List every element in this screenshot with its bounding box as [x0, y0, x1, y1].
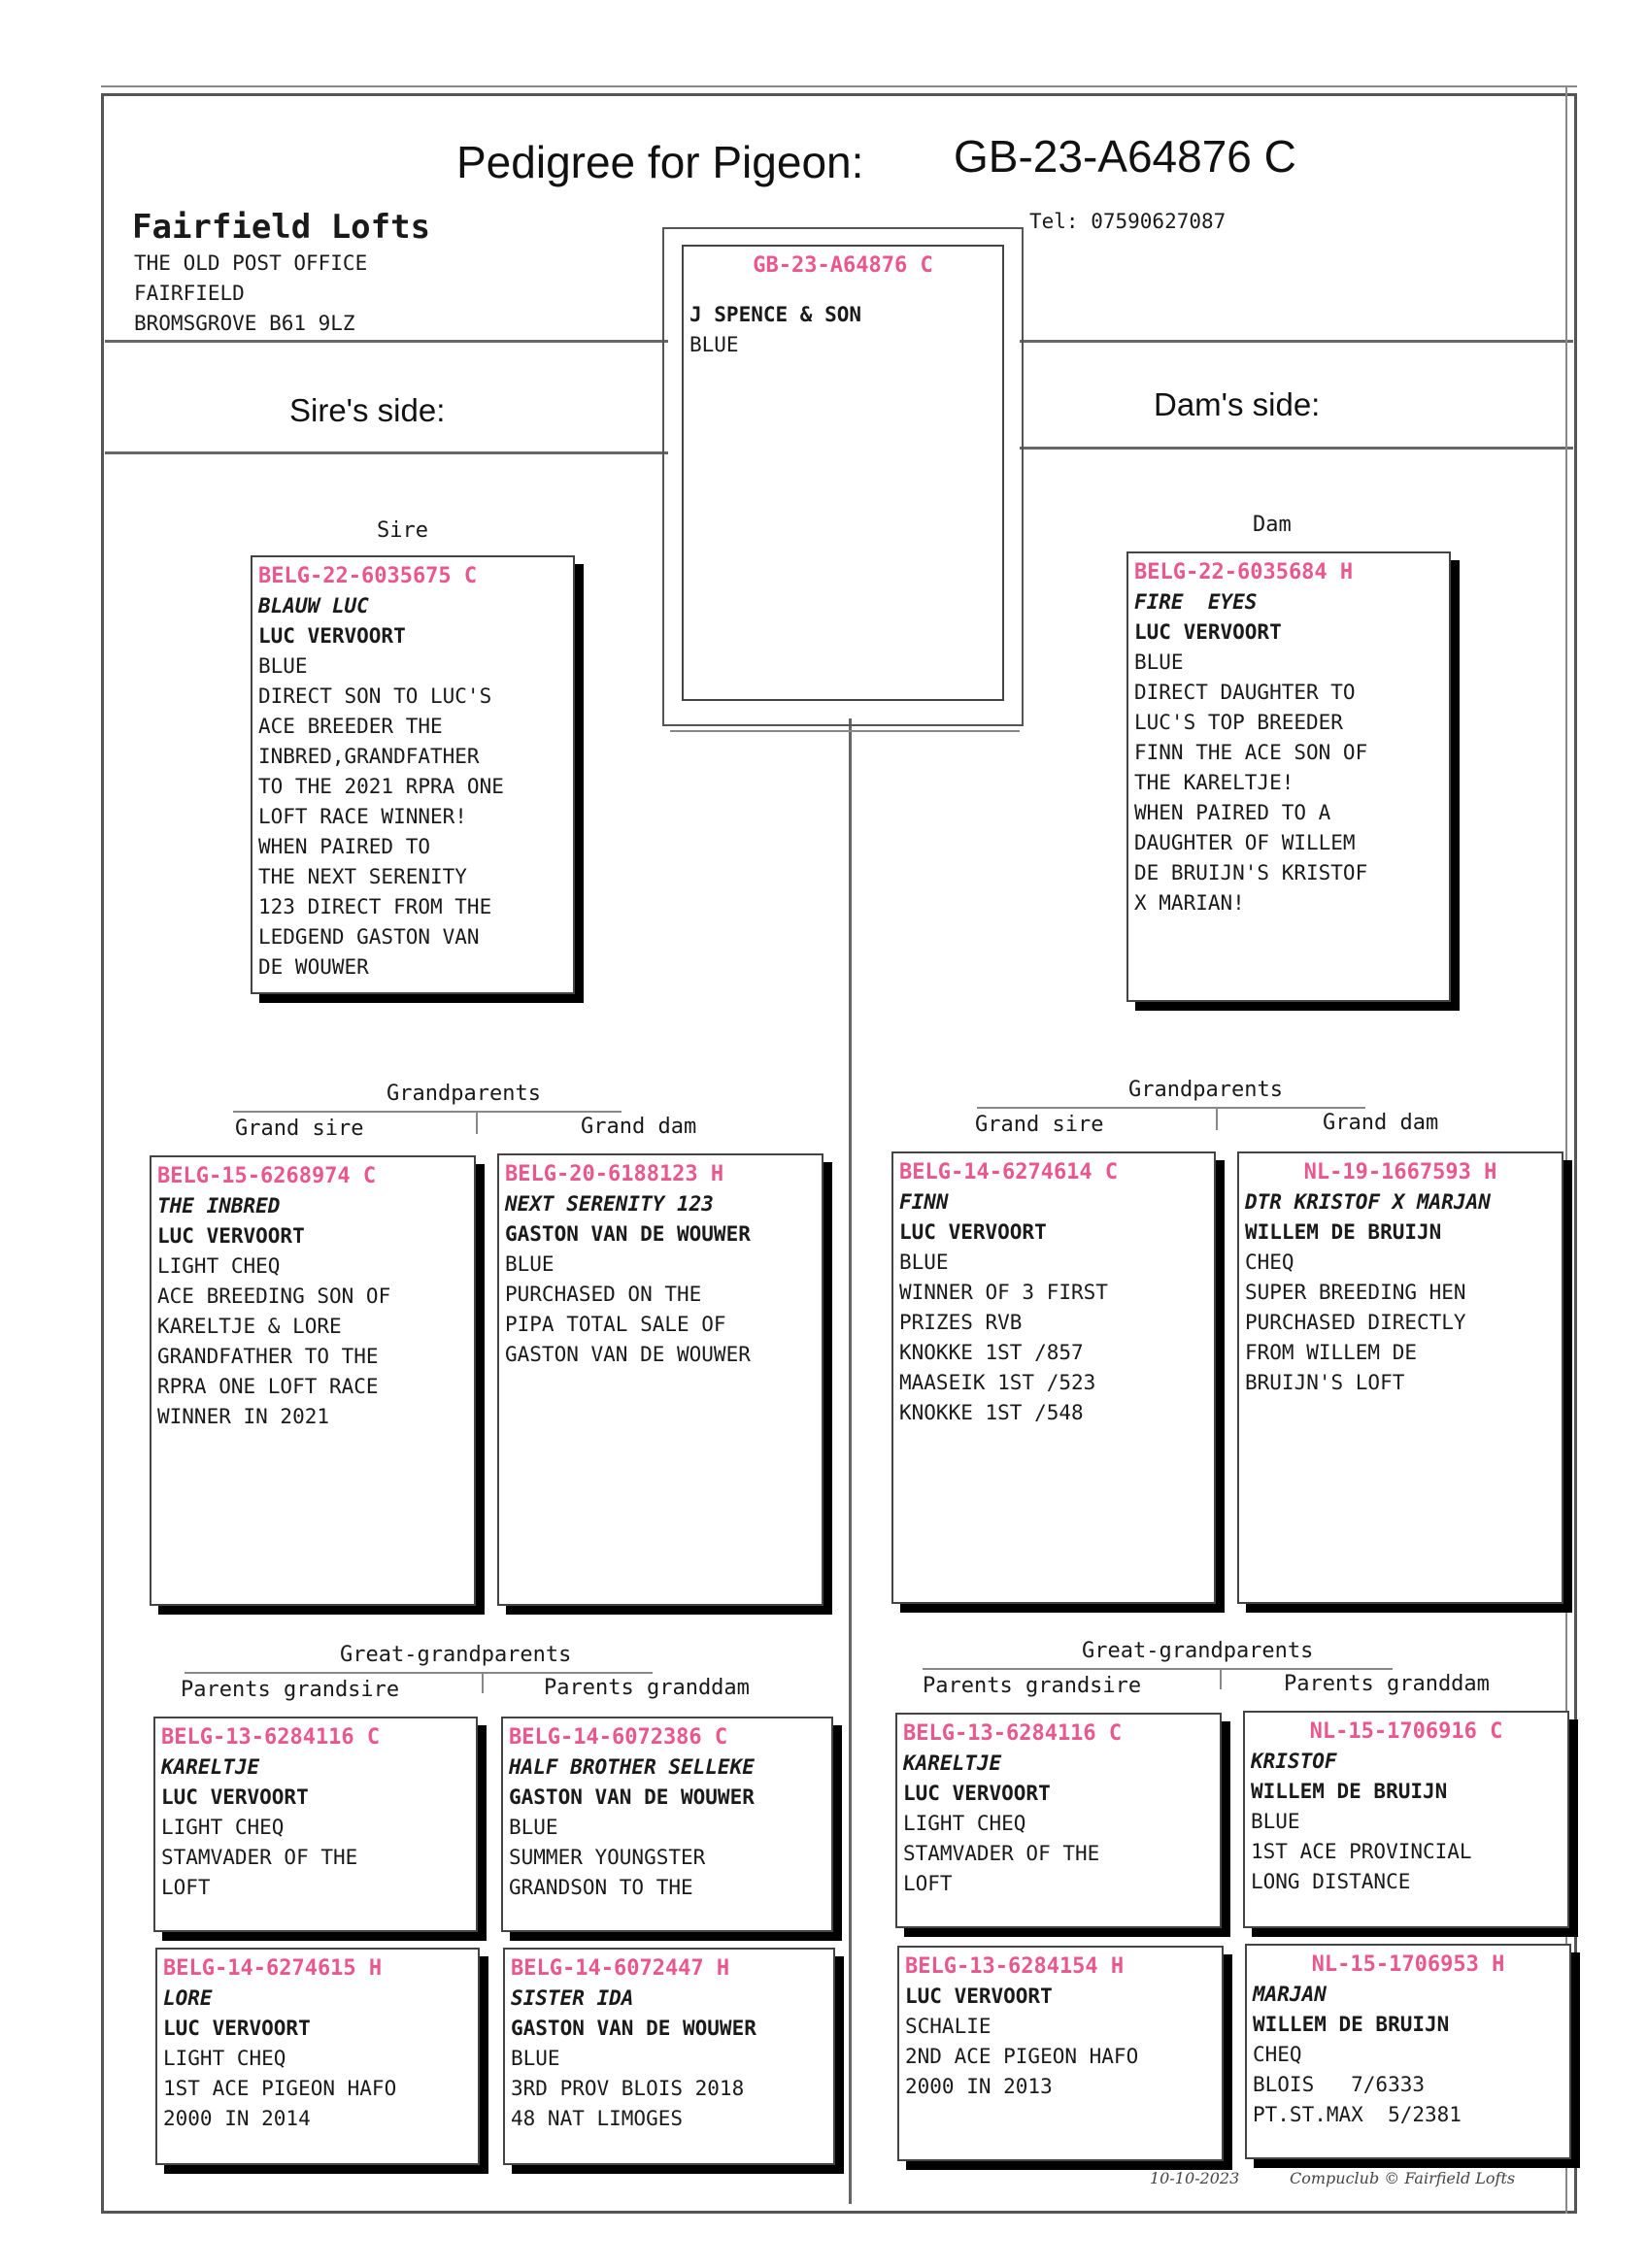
pigeon-name: SISTER IDA: [511, 1986, 634, 2010]
detail-line: CHEQ: [1245, 1251, 1294, 1274]
breeder-name: WILLEM DE BRUIJN: [1253, 2013, 1450, 2036]
breeder-name: GASTON VAN DE WOUWER: [505, 1222, 751, 1246]
detail-line: DE WOUWER: [258, 955, 369, 979]
detail-line: CHEQ: [1253, 2043, 1302, 2066]
pigeon-name: DTR KRISTOF X MARJAN: [1245, 1190, 1491, 1214]
detail-line: SCHALIE: [905, 2015, 992, 2038]
ring-number: BELG-22-6035675 C: [258, 564, 478, 588]
ring-number: BELG-14-6072447 H: [511, 1956, 730, 1981]
detail-line: 48 NAT LIMOGES: [511, 2107, 684, 2130]
pigeon-name: KARELTJE: [903, 1751, 1002, 1775]
detail-line: INBRED,GRANDFATHER: [258, 745, 480, 768]
breeder-name: LUC VERVOORT: [899, 1220, 1047, 1244]
great-grandparents-bracket-sire: [185, 1672, 653, 1674]
detail-line: LUC'S TOP BREEDER: [1134, 711, 1343, 734]
grandparents-heading-sire: Grandparents: [387, 1082, 541, 1106]
detail-line: LIGHT CHEQ: [163, 2047, 286, 2070]
ring-number: BELG-20-6188123 H: [505, 1162, 724, 1186]
loft-telephone: Tel: 07590627087: [1029, 210, 1227, 233]
software-credit: Compuclub © Fairfield Lofts: [1290, 2169, 1516, 2187]
breeder-name: LUC VERVOORT: [903, 1782, 1051, 1805]
pigeon-name: THE INBRED: [157, 1194, 281, 1217]
grand-dam-label-sire: Grand dam: [581, 1115, 697, 1139]
detail-line: LIGHT CHEQ: [157, 1254, 281, 1278]
ring-number: GB-23-A64876 C: [753, 253, 933, 278]
great-grandparents-tick-dam: [1220, 1668, 1222, 1689]
breeder-name: LUC VERVOORT: [161, 1785, 309, 1809]
detail-line: PIPA TOTAL SALE OF: [505, 1313, 726, 1336]
grandsire-card-dam-side: [891, 1151, 1216, 1604]
pigeon-name: KRISTOF: [1251, 1750, 1337, 1773]
detail-line: GRANDFATHER TO THE: [157, 1345, 379, 1368]
great-grandparent-card: [895, 1713, 1222, 1928]
top-rule: [101, 85, 1577, 87]
breeder-name: LUC VERVOORT: [163, 2017, 311, 2040]
great-grandparents-bracket-dam: [923, 1668, 1393, 1670]
breeder-name: GASTON VAN DE WOUWER: [511, 2017, 756, 2040]
detail-line: LOFT RACE WINNER!: [258, 805, 467, 828]
grandparents-bracket-sire: [233, 1111, 622, 1113]
pigeon-name: LORE: [163, 1986, 213, 2010]
detail-line: BLUE: [509, 1816, 558, 1839]
detail-line: PT.ST.MAX 5/2381: [1253, 2103, 1462, 2126]
detail-line: BLUE: [1251, 1810, 1300, 1833]
pigeon-name: FIRE EYES: [1134, 590, 1258, 614]
detail-line: KNOKKE 1ST /857: [899, 1341, 1084, 1364]
detail-line: 2ND ACE PIGEON HAFO: [905, 2045, 1139, 2068]
ring-number: BELG-13-6284154 H: [905, 1954, 1125, 1979]
detail-line: DE BRUIJN'S KRISTOF: [1134, 861, 1368, 884]
address-line: THE OLD POST OFFICE: [134, 251, 368, 275]
side-divider-right: [1020, 447, 1573, 450]
grand-sire-label-sire: Grand sire: [235, 1117, 364, 1141]
sire-card: [251, 555, 575, 994]
grandparents-bracket-dam: [977, 1107, 1365, 1109]
breeder-name: WILLEM DE BRUIJN: [1251, 1780, 1448, 1803]
ring-number: BELG-14-6274614 C: [899, 1160, 1119, 1184]
page-title-ring: GB-23-A64876 C: [954, 131, 1296, 182]
detail-line: LONG DISTANCE: [1251, 1870, 1411, 1893]
detail-line: RPRA ONE LOFT RACE: [157, 1375, 379, 1398]
detail-line: THE KARELTJE!: [1134, 771, 1294, 794]
detail-line: X MARIAN!: [1134, 891, 1245, 915]
great-grandparents-heading-sire: Great-grandparents: [340, 1643, 572, 1667]
granddam-card-sire-side: [497, 1153, 824, 1606]
great-grandparents-tick-sire: [482, 1672, 484, 1693]
subject-colour: BLUE: [689, 333, 739, 356]
subject-card: [682, 245, 1004, 701]
detail-line: FINN THE ACE SON OF: [1134, 741, 1368, 764]
detail-line: SUMMER YOUNGSTER: [509, 1846, 706, 1869]
detail-line: PURCHASED DIRECTLY: [1245, 1311, 1466, 1334]
detail-line: DAUGHTER OF WILLEM: [1134, 831, 1356, 854]
detail-line: 3RD PROV BLOIS 2018: [511, 2077, 745, 2100]
detail-line: PURCHASED ON THE: [505, 1283, 702, 1306]
breeder-name: LUC VERVOORT: [905, 1984, 1053, 2008]
header-divider-left: [105, 340, 668, 343]
dam-card: [1126, 551, 1451, 1002]
ring-number: NL-15-1706953 H: [1311, 1952, 1505, 1977]
detail-line: DIRECT DAUGHTER TO: [1134, 681, 1356, 704]
parents-granddam-label-dam: Parents granddam: [1284, 1672, 1490, 1696]
detail-line: STAMVADER OF THE: [161, 1846, 358, 1869]
breeder-name: LUC VERVOORT: [258, 624, 406, 648]
detail-line: KNOKKE 1ST /548: [899, 1401, 1084, 1424]
detail-line: PRIZES RVB: [899, 1311, 1023, 1334]
breeder-name: GASTON VAN DE WOUWER: [509, 1785, 755, 1809]
detail-line: 1ST ACE PROVINCIAL: [1251, 1840, 1472, 1863]
grand-dam-label-dam: Grand dam: [1323, 1111, 1439, 1135]
detail-line: STAMVADER OF THE: [903, 1842, 1100, 1865]
detail-line: BLUE: [505, 1252, 555, 1276]
detail-line: LIGHT CHEQ: [161, 1816, 285, 1839]
detail-line: FROM WILLEM DE: [1245, 1341, 1418, 1364]
ring-number: NL-15-1706916 C: [1309, 1719, 1503, 1744]
breeder-name: WILLEM DE BRUIJN: [1245, 1220, 1442, 1244]
dam-side-label: Dam's side:: [1154, 386, 1321, 422]
detail-line: ACE BREEDER THE: [258, 715, 443, 738]
great-grandparent-card: [501, 1717, 833, 1932]
ring-number: BELG-13-6284116 C: [903, 1721, 1123, 1746]
header-divider-right: [1020, 340, 1573, 343]
ring-number: NL-19-1667593 H: [1303, 1160, 1497, 1184]
detail-line: MAASEIK 1ST /523: [899, 1371, 1096, 1394]
pigeon-name: KARELTJE: [161, 1755, 260, 1779]
great-grandparent-card: [503, 1948, 835, 2165]
detail-line: GRANDSON TO THE: [509, 1876, 693, 1899]
great-grandparent-card: [153, 1717, 478, 1932]
grandsire-card-sire-side: [150, 1155, 476, 1606]
detail-line: 2000 IN 2013: [905, 2075, 1053, 2098]
ring-number: BELG-15-6268974 C: [157, 1164, 377, 1188]
detail-line: SUPER BREEDING HEN: [1245, 1281, 1466, 1304]
parents-granddam-label-sire: Parents granddam: [544, 1676, 750, 1700]
detail-line: GASTON VAN DE WOUWER: [505, 1343, 751, 1366]
great-grandparent-card: [1243, 1711, 1569, 1928]
detail-line: 123 DIRECT FROM THE: [258, 895, 492, 918]
pigeon-name: NEXT SERENITY 123: [505, 1192, 714, 1216]
loft-name: Fairfield Lofts: [132, 208, 431, 247]
detail-line: BLUE: [1134, 650, 1184, 674]
detail-line: ACE BREEDING SON OF: [157, 1284, 391, 1308]
grandparents-tick-dam: [1216, 1107, 1218, 1130]
ring-number: BELG-13-6284116 C: [161, 1725, 381, 1750]
center-branch: [670, 730, 1020, 732]
detail-line: WHEN PAIRED TO: [258, 835, 431, 858]
detail-line: BLUE: [511, 2047, 560, 2070]
detail-line: THE NEXT SERENITY: [258, 865, 467, 888]
pigeon-name: HALF BROTHER SELLEKE: [509, 1755, 755, 1779]
detail-line: LOFT: [161, 1876, 211, 1899]
detail-line: WINNER IN 2021: [157, 1405, 330, 1428]
address-line: BROMSGROVE B61 9LZ: [134, 312, 355, 335]
grand-sire-label-dam: Grand sire: [975, 1113, 1104, 1137]
loft-address: [134, 249, 367, 339]
subject-owner: J SPENCE & SON: [689, 303, 862, 326]
ring-number: BELG-14-6072386 C: [509, 1725, 728, 1750]
page-title-prefix: Pedigree for Pigeon:: [456, 137, 864, 187]
detail-line: BLOIS 7/6333: [1253, 2073, 1426, 2096]
breeder-name: LUC VERVOORT: [1134, 620, 1282, 644]
grandparents-tick-sire: [476, 1111, 478, 1134]
detail-line: DIRECT SON TO LUC'S: [258, 684, 492, 708]
side-divider-left: [105, 451, 668, 454]
detail-line: 2000 IN 2014: [163, 2107, 311, 2130]
granddam-card-dam-side: [1237, 1151, 1563, 1604]
detail-line: LOFT: [903, 1872, 953, 1895]
detail-line: LIGHT CHEQ: [903, 1812, 1026, 1835]
breeder-name: LUC VERVOORT: [157, 1224, 305, 1248]
pigeon-name: BLAUW LUC: [258, 594, 369, 617]
print-date: 10-10-2023: [1150, 2169, 1240, 2187]
ring-number: BELG-22-6035684 H: [1134, 560, 1354, 584]
sire-label: Sire: [377, 518, 428, 543]
center-divider: [849, 718, 852, 2204]
parents-grandsire-label-dam: Parents grandsire: [923, 1674, 1142, 1698]
detail-line: KARELTJE & LORE: [157, 1315, 342, 1338]
great-grandparent-card: [1245, 1944, 1571, 2159]
parents-grandsire-label-sire: Parents grandsire: [181, 1678, 400, 1702]
detail-line: TO THE 2021 RPRA ONE: [258, 775, 504, 798]
great-grandparent-card: [155, 1948, 480, 2165]
sire-side-label: Sire's side:: [289, 392, 446, 428]
pigeon-name: FINN: [899, 1190, 949, 1214]
dam-label: Dam: [1253, 513, 1292, 537]
detail-line: 1ST ACE PIGEON HAFO: [163, 2077, 397, 2100]
ring-number: BELG-14-6274615 H: [163, 1956, 383, 1981]
great-grandparents-heading-dam: Great-grandparents: [1082, 1639, 1314, 1663]
detail-line: BLUE: [899, 1251, 949, 1274]
pigeon-name: MARJAN: [1253, 1983, 1327, 2006]
detail-line: BRUIJN'S LOFT: [1245, 1371, 1405, 1394]
grandparents-heading-dam: Grandparents: [1128, 1078, 1283, 1102]
detail-line: BLUE: [258, 654, 308, 678]
detail-line: LEDGEND GASTON VAN: [258, 925, 480, 949]
great-grandparent-card: [897, 1946, 1224, 2161]
detail-line: WINNER OF 3 FIRST: [899, 1281, 1108, 1304]
detail-line: WHEN PAIRED TO A: [1134, 801, 1331, 824]
address-line: FAIRFIELD: [134, 282, 245, 305]
